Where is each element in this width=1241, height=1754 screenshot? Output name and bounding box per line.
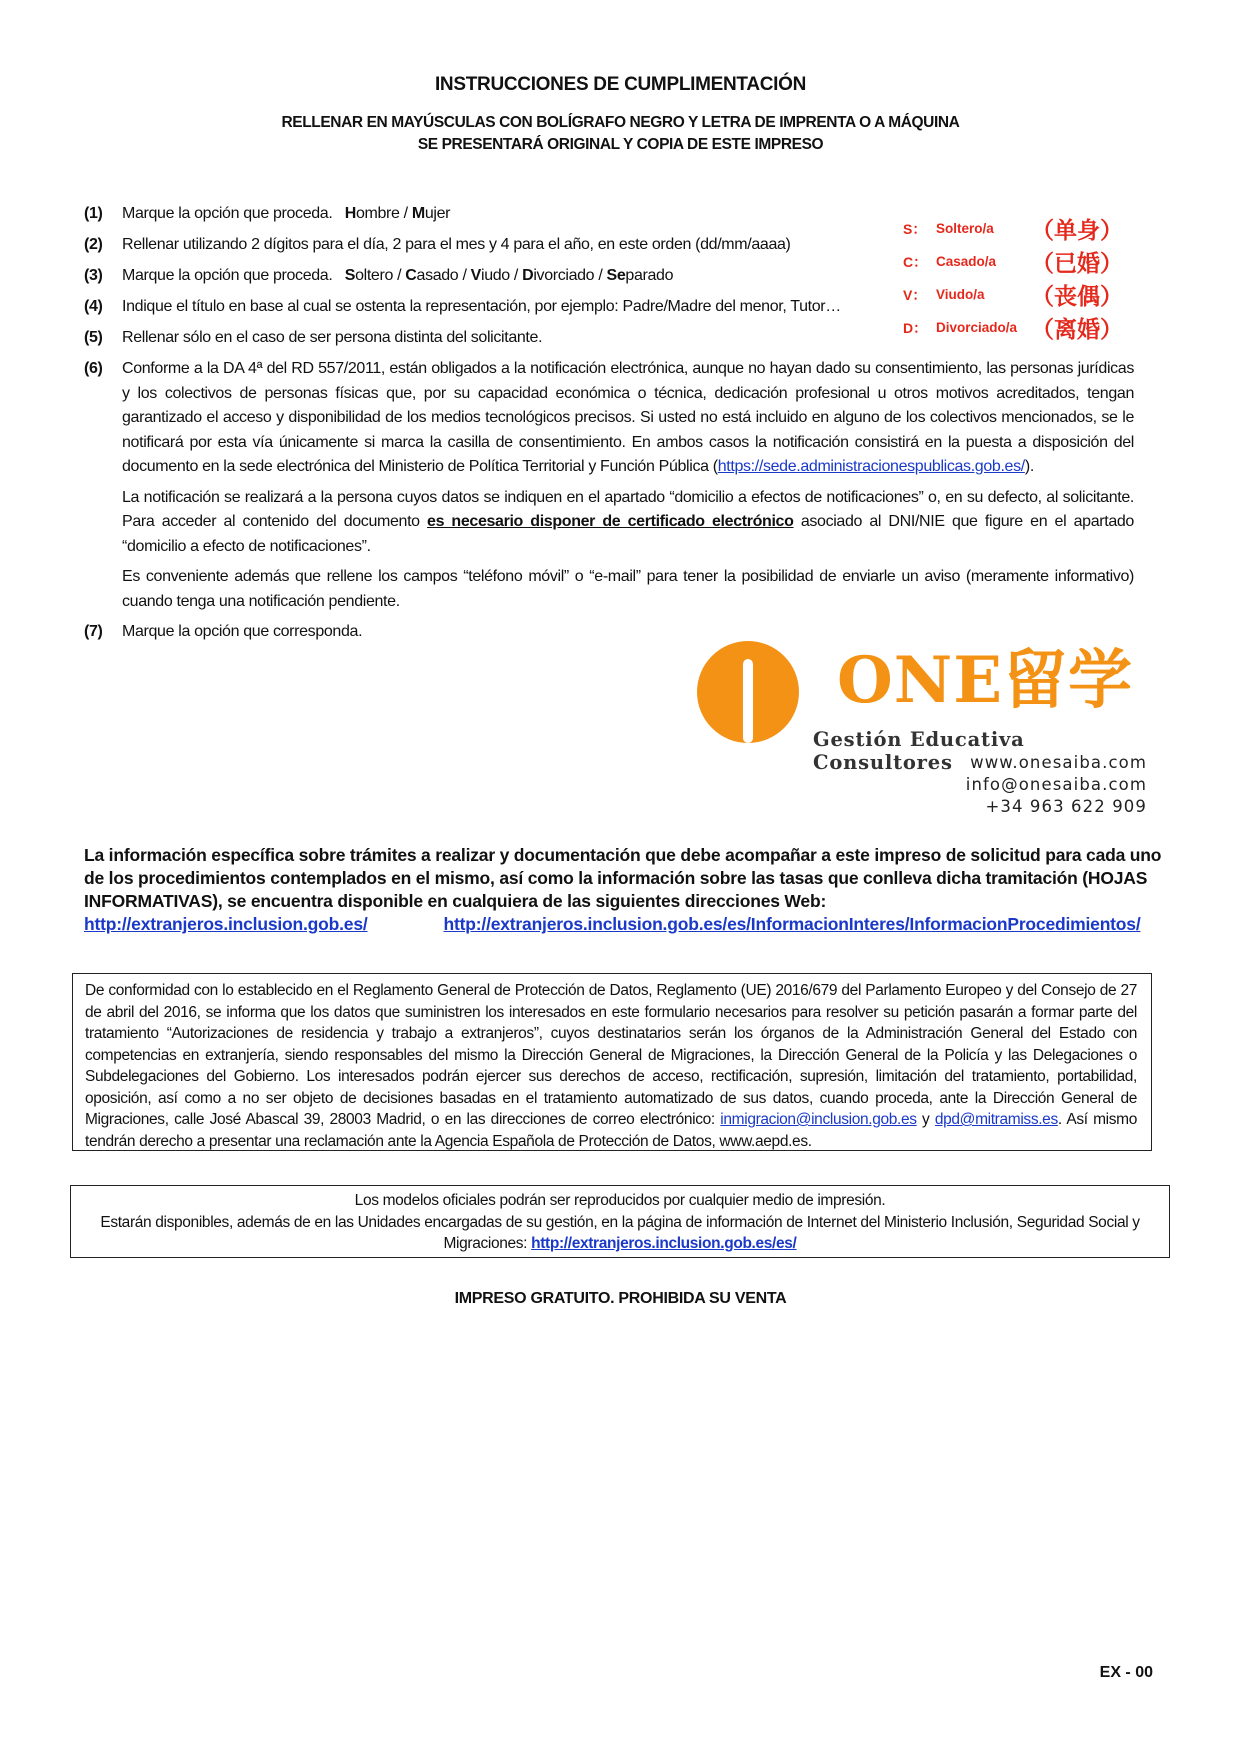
marital-chinese: （离婚） bbox=[1031, 317, 1123, 343]
note-number: (2) bbox=[84, 236, 103, 253]
option-text: asado / bbox=[416, 267, 471, 284]
initial: C bbox=[405, 267, 417, 284]
initial: D bbox=[522, 267, 534, 284]
models-link[interactable]: http://extranjeros.inclusion.gob.es/es/ bbox=[531, 1235, 797, 1252]
option-text: ivorciado / bbox=[533, 267, 607, 284]
note-text: Marque la opción que proceda. bbox=[122, 267, 333, 284]
emphasis-text: es necesario disponer de certificado electrónico bbox=[427, 513, 794, 530]
privacy-text: De conformidad con lo establecido en el Reglamento General de Protección de Datos, Reglamento (UE) 2016/679 del Parlamento Europeo y del Consejo de 27 de abril del 2016, se informa que los datos que suministren los interesados en este formulario necesarios para resolver su petición pasarán a formar parte del tratamiento “Autorizaciones de residencia y trabajo a extranjeros”, cuyos destinatarios serán los órganos de la Administración General del Estado con competencias en extranjería, siendo responsables del mismo la Dirección General de Migraciones, la Dirección General de la Policía y las Delegaciones o Subdelegaciones del Gobierno. Los interesados podrán ejercer sus derechos de acceso, rectificación, supresión, limitación del tratamiento, portabilidad, oposición, así como a no ser objeto de decisiones basadas en el tratamiento automatizado de sus datos, cuando proceda, ante la Dirección General de Migraciones, calle José Abascal 39, 28003 Madrid, o en las direcciones de correo electrónico: bbox=[85, 982, 1137, 1128]
logo-web: www.onesaiba.com bbox=[970, 753, 1147, 772]
note-6-paragraph-1 bbox=[122, 357, 1134, 480]
note-number: (4) bbox=[84, 298, 103, 315]
sede-link[interactable]: https://sede.administracionespublicas.gob.es/ bbox=[717, 458, 1025, 475]
initial: H bbox=[344, 205, 356, 222]
privacy-text: y bbox=[916, 1111, 935, 1128]
marital-chinese: （已婚） bbox=[1031, 251, 1123, 277]
procedimientos-link[interactable]: http://extranjeros.inclusion.gob.es/es/InformacionInteres/InformacionProcedimientos/ bbox=[443, 914, 1141, 934]
free-print-notice: IMPRESO GRATUITO. PROHIBIDA SU VENTA bbox=[454, 1290, 787, 1307]
inmigracion-email-link[interactable]: inmigracion@inclusion.gob.es bbox=[720, 1111, 917, 1128]
form-code: EX - 00 bbox=[1099, 1664, 1153, 1681]
info-links bbox=[84, 913, 1164, 936]
marital-key: S： bbox=[903, 220, 927, 237]
page-title: INSTRUCCIONES DE CUMPLIMENTACIÓN bbox=[434, 74, 807, 95]
paragraph-text: Conforme a la DA 4ª del RD 557/2011, están obligados a la notificación electrónica, aunque no hayan dado su consentimiento, las personas jurídicas y los colectivos de personas físicas que, por su capacidad económica o técnica, dedicación profesional u otros motivos acreditados, tengan garantizado el acceso y disponibilidad de los medios tecnológicos precisos. Si usted no está incluido en alguno de los colectivos mencionados, se le notificará por esta vía únicamente si marca la casilla de consentimiento. En ambos casos la notificación consistirá en la puesta a disposición del documento en la sede electrónica del Ministerio de Política Territorial y Función Pública ( bbox=[122, 360, 1134, 475]
models-text: Estarán disponibles, además de en las Unidades encargadas de su gestión, en la página de información de Internet del Ministerio Inclusión, Seguridad Social y Migraciones: bbox=[100, 1213, 1140, 1252]
marital-status-annotation bbox=[903, 212, 1133, 344]
note-number: (1) bbox=[84, 205, 103, 222]
logo-email: info@onesaiba.com bbox=[965, 775, 1147, 794]
privacy-text: . Así mismo tendrán derecho a presentar una reclamación ante la Agencia Española de Protección de Datos, www.aepd.es. bbox=[85, 1111, 1138, 1150]
initial: S bbox=[344, 267, 356, 284]
marital-key: C： bbox=[903, 253, 928, 270]
logo-name: ONE留学 bbox=[837, 643, 1134, 718]
marital-row bbox=[903, 311, 1133, 344]
marital-key: V： bbox=[903, 286, 927, 303]
note-6-paragraph-2 bbox=[122, 486, 1134, 560]
note-number: (3) bbox=[84, 267, 103, 284]
marital-chinese: （丧偶） bbox=[1031, 284, 1123, 310]
logo-tagline: Gestión Educativa Consultores bbox=[813, 728, 1025, 774]
paragraph-text: asociado al DNI/NIE que figure en el apartado “domicilio a efecto de notificaciones”. bbox=[122, 513, 1134, 555]
note-6-paragraph-3: Es conveniente además que rellene los campos “teléfono móvil” o “e-mail” para tener la posibilidad de enviarle un aviso (meramente informativo) cuando tenga una notificación pendiente. bbox=[122, 568, 1134, 610]
marital-key: D： bbox=[903, 319, 928, 336]
note-text: Marque la opción que corresponda. bbox=[122, 623, 363, 640]
logo-contact bbox=[966, 752, 1147, 818]
note-6 bbox=[84, 357, 1134, 614]
initial: Se bbox=[606, 267, 626, 284]
official-models-box bbox=[70, 1185, 1170, 1258]
paragraph-text: ). bbox=[1024, 458, 1034, 475]
note-number: (7) bbox=[84, 623, 103, 640]
note-number: (5) bbox=[84, 329, 103, 346]
logo-phone: +34 963 622 909 bbox=[985, 797, 1147, 816]
marital-label: Divorciado/a bbox=[936, 320, 1018, 335]
marital-row bbox=[903, 245, 1133, 278]
logo-circle-icon bbox=[697, 641, 799, 743]
subtitle-line-2: SE PRESENTARÁ ORIGINAL Y COPIA DE ESTE IMPRESO bbox=[417, 136, 824, 153]
option-text: ombre / bbox=[355, 205, 412, 222]
info-text: La información específica sobre trámites a realizar y documentación que debe acompañar a este impreso de solicitud para cada uno de los procedimientos contemplados en el mismo, así como la información sobre las tasas que conlleva dicha tramitación (HOJAS INFORMATIVAS), se encuentra disponible en cualquiera de las siguientes direcciones Web: bbox=[84, 845, 1162, 911]
option-text: ujer bbox=[424, 205, 451, 222]
dpd-email-link[interactable]: dpd@mitramiss.es bbox=[934, 1111, 1058, 1128]
one-logo bbox=[697, 641, 1147, 821]
initial: M bbox=[411, 205, 425, 222]
marital-label: Casado/a bbox=[936, 254, 997, 269]
marital-label: Soltero/a bbox=[936, 221, 994, 236]
marital-chinese: （单身） bbox=[1031, 218, 1123, 244]
option-text: iudo / bbox=[480, 267, 523, 284]
note-text: Indique el título en base al cual se ostenta la representación, por ejemplo: Padre/Madre del menor, Tutor… bbox=[122, 298, 841, 315]
page-subtitle bbox=[0, 112, 1241, 156]
option-text: oltero / bbox=[355, 267, 406, 284]
marital-label: Viudo/a bbox=[936, 287, 985, 302]
note-text: Marque la opción que proceda. bbox=[122, 205, 333, 222]
initial: V bbox=[470, 267, 481, 284]
marital-row bbox=[903, 212, 1133, 245]
subtitle-line-1: RELLENAR EN MAYÚSCULAS CON BOLÍGRAFO NEGRO Y LETRA DE IMPRENTA O A MÁQUINA bbox=[281, 114, 960, 131]
info-section bbox=[84, 844, 1164, 936]
extranjeros-link[interactable]: http://extranjeros.inclusion.gob.es/ bbox=[84, 914, 368, 934]
models-line-2 bbox=[79, 1212, 1161, 1255]
marital-row bbox=[903, 278, 1133, 311]
note-text: Rellenar utilizando 2 dígitos para el día, 2 para el mes y 4 para el año, en este orden (dd/mm/aaaa) bbox=[122, 236, 791, 253]
note-text: Rellenar sólo en el caso de ser persona distinta del solicitante. bbox=[122, 329, 543, 346]
models-line-1: Los modelos oficiales podrán ser reproducidos por cualquier medio de impresión. bbox=[354, 1192, 886, 1209]
option-text: parado bbox=[625, 267, 674, 284]
privacy-notice-box bbox=[72, 973, 1152, 1151]
paragraph-text: La notificación se realizará a la persona cuyos datos se indiquen en el apartado “domicilio a efectos de notificaciones” o, en su defecto, al solicitante. Para acceder al contenido del documento bbox=[122, 488, 1134, 530]
note-number: (6) bbox=[84, 360, 103, 377]
